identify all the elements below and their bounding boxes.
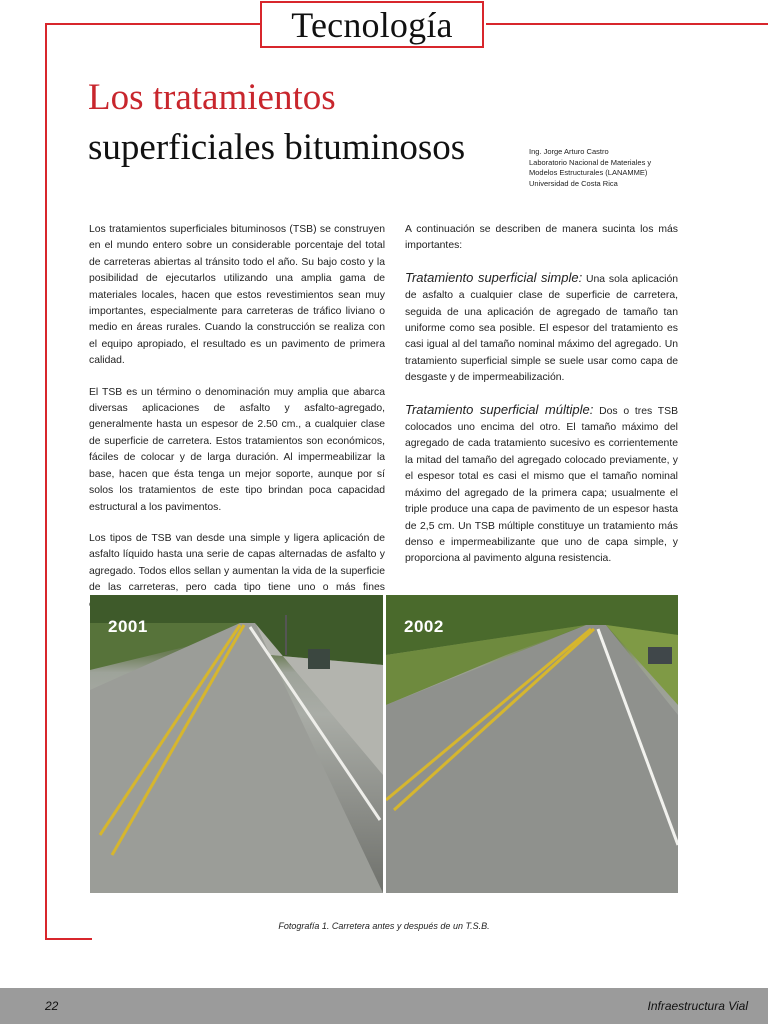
- author-affiliation: Laboratorio Nacional de Materiales y: [529, 157, 652, 167]
- magazine-name: Infraestructura Vial: [647, 999, 748, 1013]
- photo-year-after: 2002: [404, 617, 444, 636]
- photo-caption: Fotografía 1. Carretera antes y después de un T.S.B.: [278, 921, 490, 931]
- page-footer: [0, 988, 768, 1024]
- body-paragraph-simple: [405, 270, 678, 387]
- frame-top-left-rule: [45, 23, 260, 25]
- body-paragraph: Los tipos de TSB van desde una simple y ligera aplicación de asfalto líquido hasta una serie de capas alternadas de asfalto y agregado. Todos ellos sellan y aumentan la vida de la superficie de las carreteras, pero cada tipo tiene uno o más fines: [89, 532, 385, 594]
- body-column-left: [89, 222, 385, 628]
- photo-year-before: 2001: [108, 617, 148, 636]
- body-paragraph: El TSB es un término o denominación muy amplia que abarca diversas aplicaciones de asfalto y asfalto-agregado, generalmente hasta un espesor de 2.50 cm., a cualquier clase de superficie de carretera. Estos tratamientos son económicos, fáciles de colocar y de larga duración. Al impermeabilizar la base, hacen que ésta tenga un mejor soporte, aunque por sí solos los tratamientos de este tipo brindan poca capacidad estructural a los pavimentos.: [89, 386, 385, 513]
- body-paragraph: Los tratamientos superficiales bituminosos (TSB) se construyen en el mundo entero sobre un considerable porcentaje del total de carreteras abiertas al tránsito todo el año. Su bajo costo y la posibilidad de ejecutarlos utilizando una amplia gama de materiales locales, hacen que estos revestimientos sean muy importantes, especialmente para carreteras de tráfico liviano o medio en áreas rurales. Cuando la construcción se realiza con el equipo apropiado, el resultado es un pavimento de primera calidad.: [89, 224, 385, 367]
- simple-text: Una sola aplicación de asfalto a cualquier clase de superficie de carretera, seguida de una aplicación de agregado de tamaño tan uniforme como sea posible. El espesor del tratamiento es casi igual al del tamaño nominal máximo del agregado. Un tratamiento superficial simple se suele usar como capa de desgaste y de impermeabilización.: [405, 273, 678, 384]
- author-name: Ing. Jorge Arturo Castro: [529, 147, 609, 156]
- article-title-line-1: Los tratamientos: [88, 77, 336, 118]
- body-column-right: [405, 222, 678, 583]
- author-affiliation: Modelos Estructurales (LANAMME): [529, 168, 648, 177]
- body-paragraph: A continuación se describen de manera sucinta los más importantes:: [405, 224, 678, 252]
- frame-left-rule: [45, 23, 47, 940]
- subheading-simple: Tratamiento superficial simple:: [405, 269, 583, 285]
- multiple-text: Dos o tres TSB colocados uno encima del otro. El tamaño máximo del agregado de cada tratamiento sucesivo es corrientemente la mitad del tamaño del agregado colocado previamente, y el espesor total es casi el mismo que el tamaño nominal máximo del agregado de la primera capa; usualmente el triple produce una capa de pavimento de un espesor hasta de 2,5 cm. Un TSB múltiple constituye un tratamiento más denso e impermeabilizante que uno de capa simple, y proporciona al pavimento alguna resistencia.: [405, 405, 678, 565]
- section-title: Tecnología: [291, 4, 453, 45]
- road-after-illustration: [386, 595, 678, 893]
- photo-before: [90, 595, 383, 893]
- frame-top-right-rule: [486, 23, 768, 25]
- author-block: [529, 147, 651, 189]
- section-header: [260, 1, 484, 48]
- body-paragraph-multiple: [405, 402, 678, 568]
- subheading-multiple: Tratamiento superficial múltiple:: [405, 401, 594, 417]
- road-before-illustration: [90, 595, 383, 893]
- frame-bottom-rule: [45, 938, 92, 940]
- article-title-line-2: superficiales bituminosos: [88, 127, 466, 168]
- page-number: 22: [45, 999, 59, 1013]
- author-affiliation: Universidad de Costa Rica: [529, 178, 618, 188]
- photo-after: [386, 595, 678, 893]
